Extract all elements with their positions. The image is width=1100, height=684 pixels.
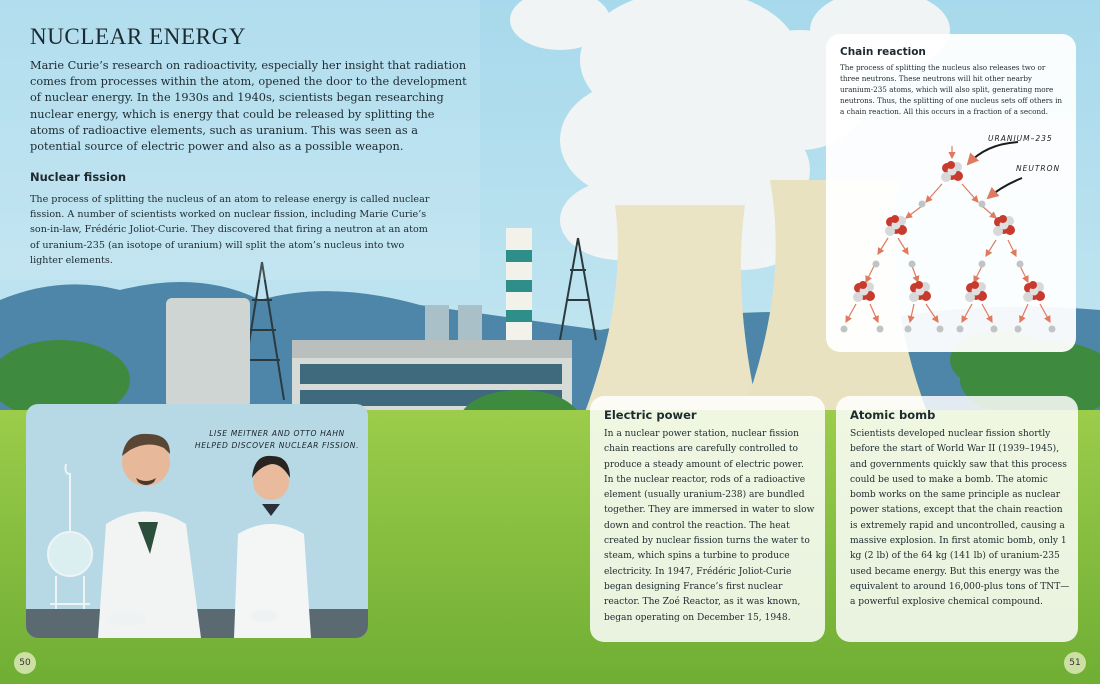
page-number-right: 51 — [1064, 652, 1086, 674]
neutron-label: NEUTRON — [1016, 164, 1061, 173]
electric-paragraph: In a nuclear power station, nuclear fission chain reactions are carefully controlled to produce a steady amount of electric power. In the nuclear reactor, rods of a radioactive element (usually uranium-238) are bundled together. They are immersed in water to slow down and control the reaction. The heat created by nuclear fission turns the water to steam, which spins a turbine to produce electricity. In 1947, Frédéric Joliot-Curie began designing France’s first nuclear reactor. The Zoé Reactor, as it was known, began operating on December 15, 1948. — [604, 429, 815, 623]
electric-power-card — [590, 396, 825, 642]
uranium-label: URANIUM–235 — [988, 134, 1053, 143]
bomb-heading: Atomic bomb — [850, 408, 936, 422]
silo — [166, 298, 250, 408]
bowl — [106, 612, 146, 626]
striped-chimney — [506, 228, 532, 340]
illustration-caption: LISE MEITNER AND OTTO HAHN HELPED DISCOVER NUCLEAR FISSION. — [194, 429, 360, 450]
fission-paragraph: The process of splitting the nucleus of an atom to release energy is called nuclear fission. A number of scientists worked on nuclear fission, including Marie Curie’s son-in-law, Frédéric Joliot-Curie. They discovered that firing a neutron at an atom of uranium-235 (an isotope of uranium) will split the atom’s nucleus into two lighter elements. — [30, 194, 430, 266]
fission-heading: Nuclear fission — [30, 170, 127, 184]
flask-icon — [48, 464, 92, 609]
chain-reaction-card — [826, 34, 1076, 352]
man-figure — [98, 434, 201, 638]
woman-figure — [234, 456, 311, 638]
scientists-illustration — [26, 404, 368, 638]
bomb-paragraph: Scientists developed nuclear fission shortly before the start of World War II (1939–1945), and governments quickly saw that this process could be used to make a bomb. The atomic bomb works on the same principle as nuclear power stations, except that the chain reaction is extremely rapid and uncontrolled, causing a massive explosion. In first atomic bomb, only 1 kg (2 lb) of the 64 kg (141 lb) of uranium-235 used became energy. But this energy was the equivalent to around 16,000-plus tons of TNT—a powerful explosive chemical compound. — [850, 429, 1070, 608]
page-number-left: 50 — [14, 652, 36, 674]
electric-heading: Electric power — [604, 408, 697, 422]
bowl — [250, 610, 278, 622]
chain-reaction-diagram — [826, 34, 1076, 352]
chain-heading: Chain reaction — [840, 46, 926, 58]
atomic-bomb-card — [836, 396, 1078, 642]
intro-paragraph: Marie Curie’s research on radioactivity, especially her insight that radiation comes from processes within the atom, opened the door to the development of nuclear energy. In the 1930s and 1940s, scientists began researching nuclear energy, which is energy that could be released by splitting the atoms of radioactive elements, such as uranium. This was seen as a potential source of electric power and also as a possible weapon. — [30, 59, 467, 154]
page-title: NUCLEAR ENERGY — [30, 24, 247, 49]
chain-paragraph: The process of splitting the nucleus also releases two or three neutrons. These neutrons will hit other nearby uranium-235 atoms, which will also split, generating more neutrons. Thus, the splitting of one nucleus sets off others in a chain reaction. All this occurs in a fraction of a second. — [840, 63, 1063, 117]
